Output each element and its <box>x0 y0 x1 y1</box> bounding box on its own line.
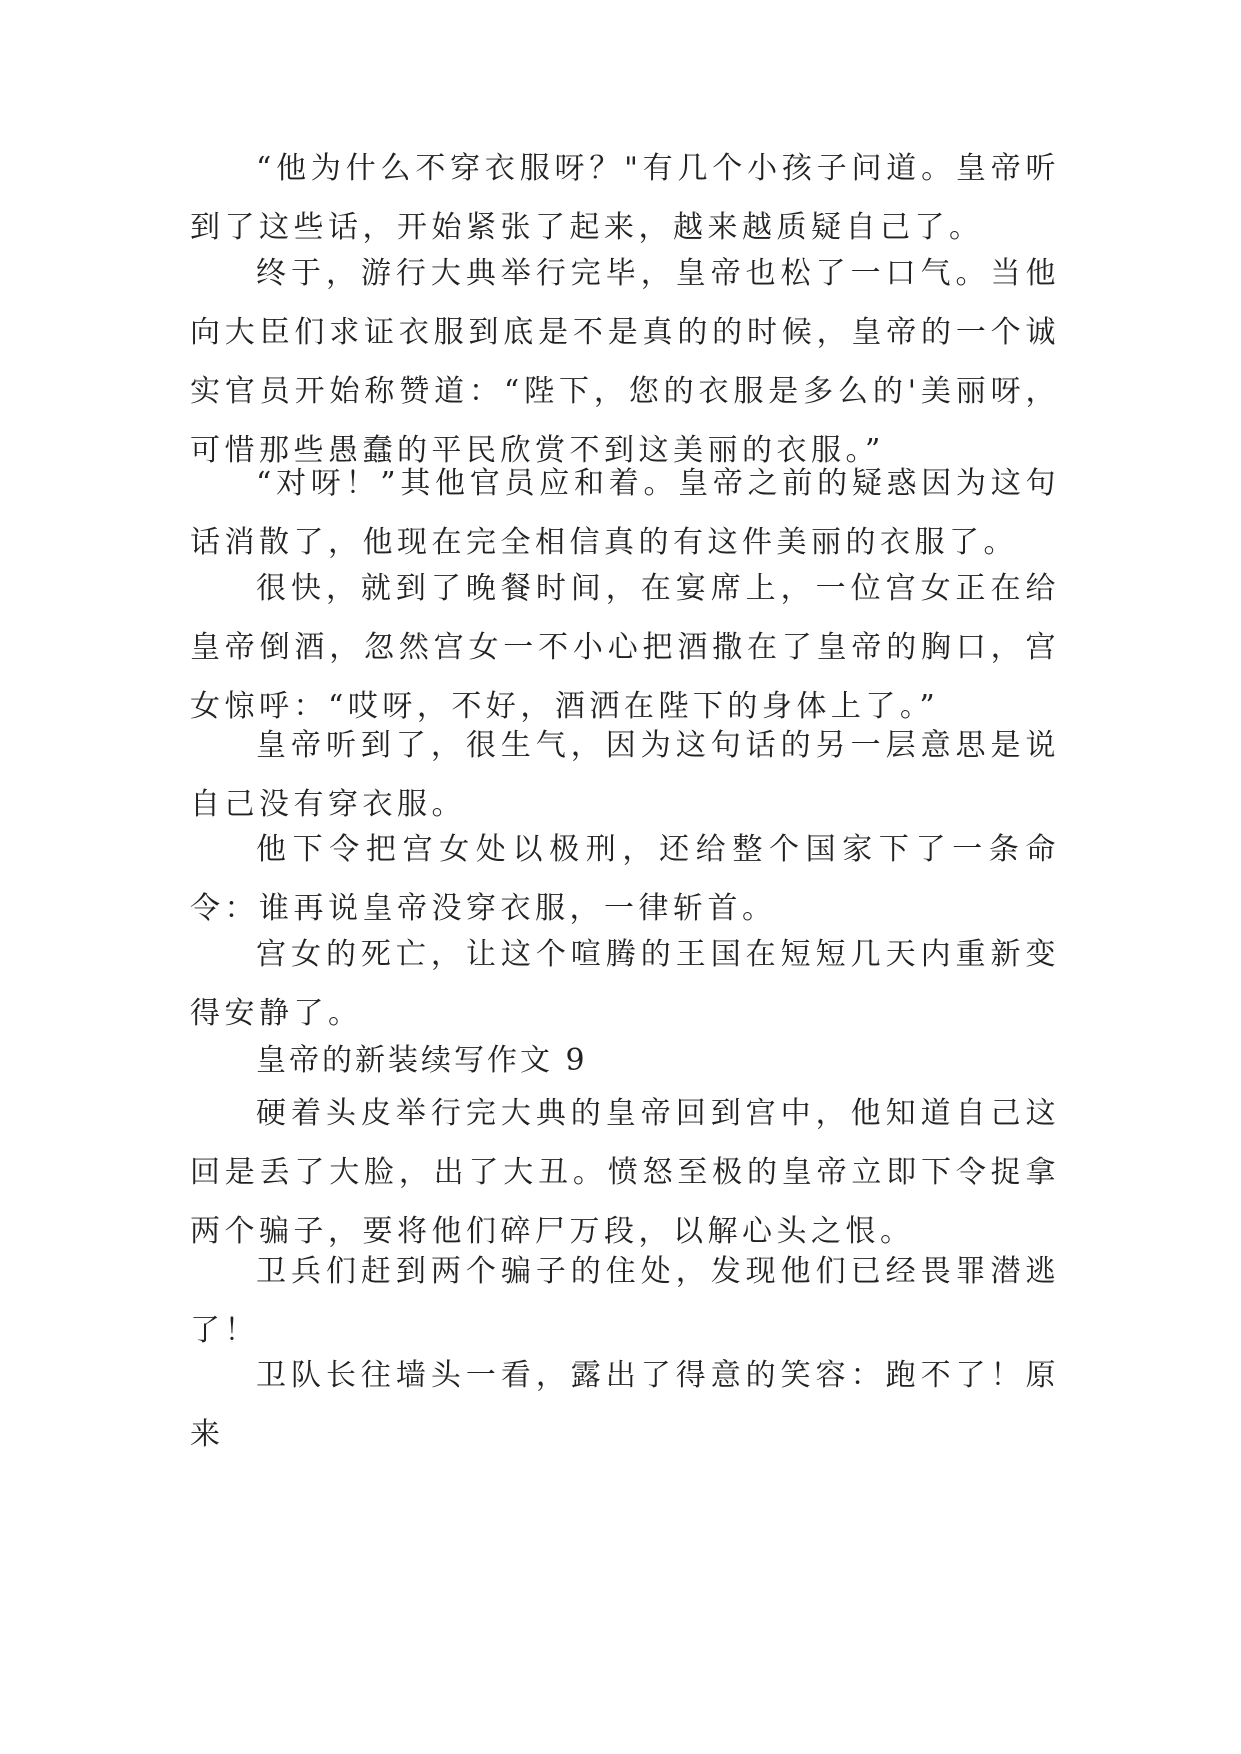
paragraph-decree: 他下令把宫女处以极刑，还给整个国家下了一条命令：谁再说皇帝没穿衣服，一律斩首。 <box>190 832 1060 926</box>
paragraph-kingdom-quiet: 宫女的死亡，让这个喧腾的王国在短短几天内重新变得安静了。 <box>190 937 1060 1031</box>
paragraph-swindlers-fled: 卫兵们赶到两个骗子的住处，发现他们已经畏罪潜逃了！ <box>190 1254 1060 1348</box>
paragraph-emperor-returns: 硬着头皮举行完大典的皇帝回到宫中，他知道自己这回是丢了大脸，出了大丑。愤怒至极的皇帝立即下令捉拿两个骗子，要将他们碎尸万段，以解心头之恨。 <box>190 1096 1060 1249</box>
paragraph-emperor-angry: 皇帝听到了，很生气，因为这句话的另一层意思是说自己没有穿衣服。 <box>190 728 1060 822</box>
paragraph-banquet: 很快，就到了晚餐时间，在宴席上，一位宫女正在给皇帝倒酒，忽然宫女一不小心把酒撒在了皇帝的胸口，宫女惊呼：“哎呀，不好，酒洒在陛下的身体上了。” <box>190 571 1060 724</box>
paragraph-children-question: “他为什么不穿衣服呀？"有几个小孩子问道。皇帝听到了这些话，开始紧张了起来，越来越质疑自己了。 <box>190 151 1060 245</box>
paragraph-officials-agree: “对呀！”其他官员应和着。皇帝之前的疑惑因为这句话消散了，他现在完全相信真的有这件美丽的衣服了。 <box>190 466 1060 560</box>
paragraph-parade-ends: 终于，游行大典举行完毕，皇帝也松了一口气。当他向大臣们求证衣服到底是不是真的的时候，皇帝的一个诚实官员开始称赞道：“陛下，您的衣服是多么的'美丽呀，可惜那些愚蠢的平民欣赏不到这美丽的衣服。” <box>190 256 1060 468</box>
section-heading: 皇帝的新装续写作文 9 <box>256 1043 588 1078</box>
paragraph-captain-smiles: 卫队长往墙头一看，露出了得意的笑容：跑不了！原来 <box>190 1358 1060 1452</box>
